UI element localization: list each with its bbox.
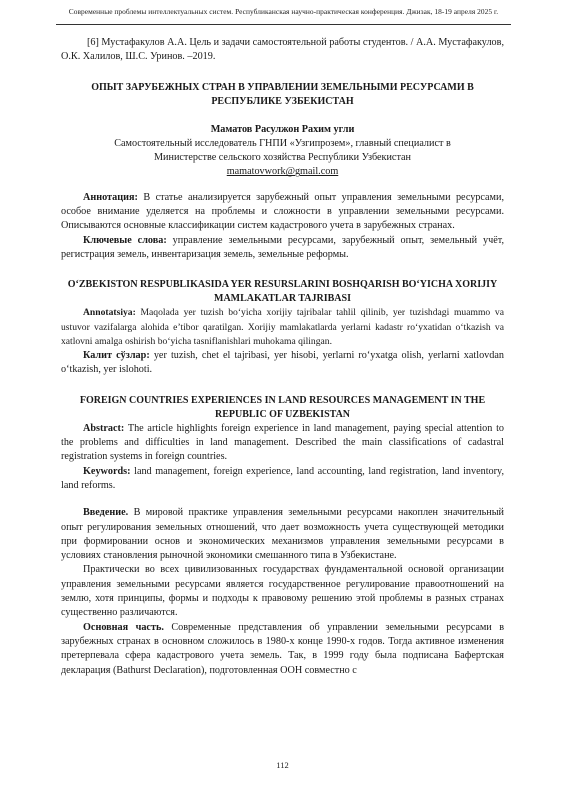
en-title: FOREIGN COUNTRIES EXPERIENCES IN LAND RESOURCES MANAGEMENT IN THE REPUBLIC OF UZBEKISTAN: [79, 394, 486, 420]
en-abstract-label: Abstract:: [83, 422, 125, 434]
ru-annotation-text: В статье анализируется зарубежный опыт управления земельными ресурсами, особое внимание уделяется на проблемы и сложности в управлении земельными ресурсами. Описываются основные классификации систем кадастрового учета в зарубежных странах.: [61, 191, 505, 232]
page-number: 112: [276, 760, 289, 770]
uz-keywords: [61, 349, 504, 378]
en-abstract: [61, 422, 504, 465]
ru-keywords-label: Ключевые слова:: [83, 234, 167, 246]
uz-title: O‘ZBEKISTON RESPUBLIKASIDA YER RESURSLARINI BOSHQARISH BO‘YICHA XORIJIY MAMLAKATLAR TAJRIBASI: [67, 279, 498, 305]
intro-label: Введение.: [83, 507, 129, 519]
running-header: Современные проблемы интеллектуальных систем. Республиканская научно-практическая конференция. Джизак, 18-19 апреля 2025 г.: [68, 7, 499, 16]
main-label: Основная часть.: [83, 621, 164, 633]
en-keywords-label: Keywords:: [83, 465, 131, 477]
uz-annotation: [61, 306, 504, 349]
affiliation-line-2: Министерстве сельского хозяйства Республики Узбекистан: [153, 152, 412, 164]
author-email: mamatovwork@gmail.com: [226, 166, 339, 178]
header-rule: [56, 24, 511, 25]
uz-annotation-label: Annotatsiya:: [83, 307, 136, 319]
ru-keywords: [61, 234, 504, 263]
reference-entry: [6] Мустафакулов А.А. Цель и задачи самостоятельной работы студентов. / А.А. Мустафакулов, О.К. Халилов, Ш.С. Уринов. –2019.: [61, 37, 504, 63]
intro-text: В мировой практике управления земельными ресурсами накоплен значительный опыт регулирования земельных отношений, что дает возможность учета существующей методики при формировании основ и экономических механизмов управления земельными ресурсами в условиях становления рыночной экономики смешанного типа в Узбекистане.: [61, 507, 505, 562]
author-name: Маматов Расулжон Рахим угли: [210, 123, 355, 135]
ru-title: ОПЫТ ЗАРУБЕЖНЫХ СТРАН В УПРАВЛЕНИИ ЗЕМЕЛЬНЫМИ РЕСУРСАМИ В РЕСПУБЛИКЕ УЗБЕКИСТАН: [91, 81, 474, 107]
en-abstract-text: The article highlights foreign experience in land management, paying special attention to the problems and difficulties in land management. Described the main classifications of cadastral registration systems in foreign countries.: [61, 422, 504, 463]
page-content: [61, 36, 504, 678]
ru-annotation-label: Аннотация:: [83, 191, 138, 203]
en-keywords: [61, 465, 504, 494]
affiliation-line-1: Самостоятельный исследователь ГНПИ «Узгипрозем», главный специалист в: [114, 137, 451, 149]
intro-paragraph: [61, 506, 504, 563]
main-text: Современные представления об управлении земельными ресурсами в зарубежных странах в основном сложилось в 1980-х конце 1990-х годов. Тогда активное изменения претерпевала сфера кадастрового учета земель. Так, в 1999 году была подписана Бафертская декларация (Bathurst Declaration), подготовленная ООН совместно с: [61, 621, 505, 676]
ru-annotation: [61, 191, 504, 234]
uz-keywords-label: Калит сўзлар:: [83, 350, 150, 362]
main-paragraph: [61, 621, 504, 678]
second-paragraph: Практически во всех цивилизованных государствах фундаментальной основой организации управления земельными ресурсами является государственное регулирование правоотношений на землю, хотя принципы, формы и подходы к правовому решению этой проблемы в разных странах существенно различаются.: [61, 564, 504, 619]
uz-annotation-text: Maqolada yer tuzish bo‘yicha xorijiy tajribalar tahlil qilinib, yer tuzishdagi muammo va ustuvor vazifalarga alohida e’tibor qaratilgan. Xorijiy mamlakatlarda yerlarni kadastr ro‘yxatidan o‘tkazish va xatlovni amalga oshirish bo‘yicha tasniflanishlari muhokama qilingan.: [61, 307, 504, 347]
uz-keywords-text: yer tuzish, chet el tajribasi, yer hisobi, yerlarni ro‘yxatga olish, yerlarni xatlovdan o‘tkazish, yer islohoti.: [61, 350, 504, 376]
ru-keywords-text: управление земельными ресурсами, зарубежный опыт, земельный учёт, регистрация земель, инвентаризация земель, земельные реформы.: [61, 234, 505, 260]
en-keywords-text: land management, foreign experience, land accounting, land registration, land inventory, land reforms.: [61, 465, 505, 491]
